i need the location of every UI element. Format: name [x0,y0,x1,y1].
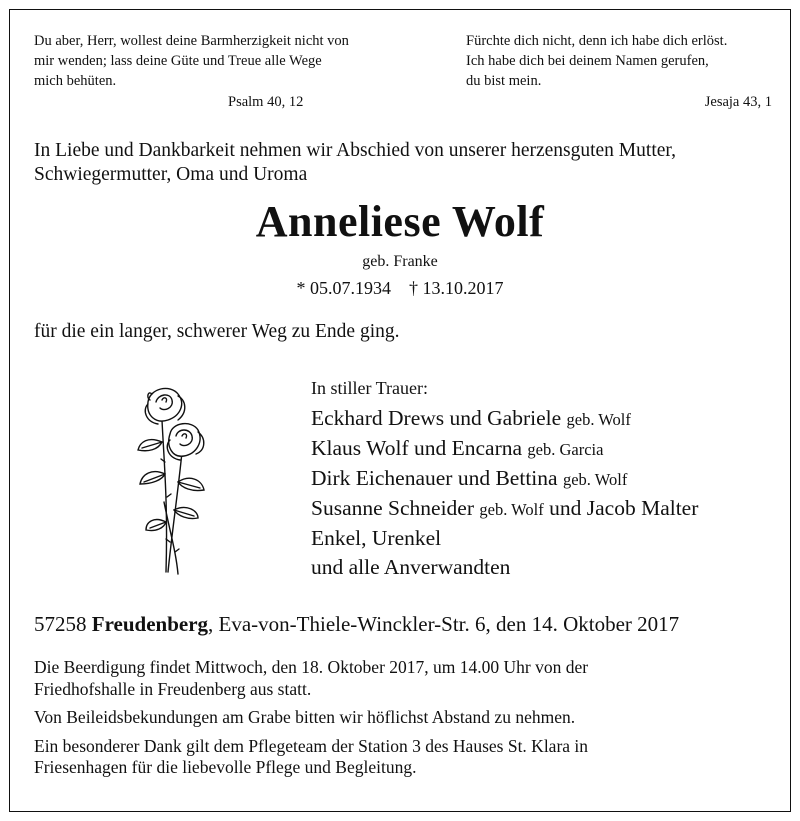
mourner-name: Dirk Eichenauer und Bettina [311,466,558,490]
intro-line: Schwiegermutter, Oma und Uroma [34,164,308,185]
rose-icon [118,382,218,577]
mourner-partner: und Jacob Malter [549,496,699,520]
city: Freudenberg [91,612,209,636]
mourners-heading: In stiller Trauer: [311,378,428,398]
mourner-nee: geb. Garcia [527,440,604,459]
address-rest: , Eva-von-Thiele-Winckler-Str. 6, den 14. Oktober 2017 [208,612,680,636]
mourner-name: Eckhard Drews und Gabriele [311,406,562,430]
verse-right [466,31,786,91]
verse-left [34,31,414,91]
mourner-nee: geb. Wolf [479,500,544,519]
deceased-name: Anneliese Wolf [255,197,545,246]
verse-right-reference: Jesaja 43, 1 [704,94,772,110]
mourner-name: Klaus Wolf und Encarna [311,436,523,460]
postal-code: 57258 [34,612,87,636]
thanks-line: Ein besonderer Dank gilt dem Pflegeteam der Station 3 des Hauses St. Klara in [34,735,589,756]
life-dates: * 05.07.1934 † 13.10.2017 [296,278,504,298]
closing-line: für die ein langer, schwerer Weg zu Ende ging. [34,321,400,342]
mourner-entry [311,464,698,494]
mourner-entry [311,404,698,434]
notes [34,657,779,779]
verse-left-reference: Psalm 40, 12 [228,94,304,110]
thanks-line: Friesenhagen für die liebevolle Pflege und Begleitung. [34,757,417,777]
intro-text [34,139,774,187]
condolences-line: Von Beileidsbekundungen am Grabe bitten wir höflichst Abstand zu nehmen. [34,707,576,727]
mourner-entry [311,524,698,553]
mourner-name: Susanne Schneider [311,496,475,520]
verse-left-line: mich behüten. [34,73,117,89]
mourner-entry [311,553,698,582]
mourner-nee: geb. Wolf [562,470,628,489]
address-line [34,612,679,637]
verse-left-line: mir wenden; lass deine Güte und Treue alle Wege [34,53,322,69]
funeral-line: Die Beerdigung findet Mittwoch, den 18. Oktober 2017, um 14.00 Uhr von der [34,657,589,677]
verse-left-line: Du aber, Herr, wollest deine Barmherzigkeit nicht von [34,33,349,49]
verse-right-line: du bist mein. [466,73,542,89]
verse-right-line: Fürchte dich nicht, denn ich habe dich erlöst. [466,33,728,49]
verse-right-line: Ich habe dich bei deinem Namen gerufen, [466,53,709,69]
mourner-name: und alle Anverwandten [311,555,511,579]
mourners-list [311,404,698,582]
mourner-entry [311,494,698,524]
birth-name: geb. Franke [362,253,438,270]
mourner-entry [311,434,698,464]
intro-line: In Liebe und Dankbarkeit nehmen wir Abschied von unserer herzensguten Mutter, [34,140,676,161]
funeral-line: Friedhofshalle in Freudenberg aus statt. [34,678,312,699]
mourner-nee: geb. Wolf [566,410,631,429]
mourner-name: Enkel, Urenkel [311,526,442,550]
